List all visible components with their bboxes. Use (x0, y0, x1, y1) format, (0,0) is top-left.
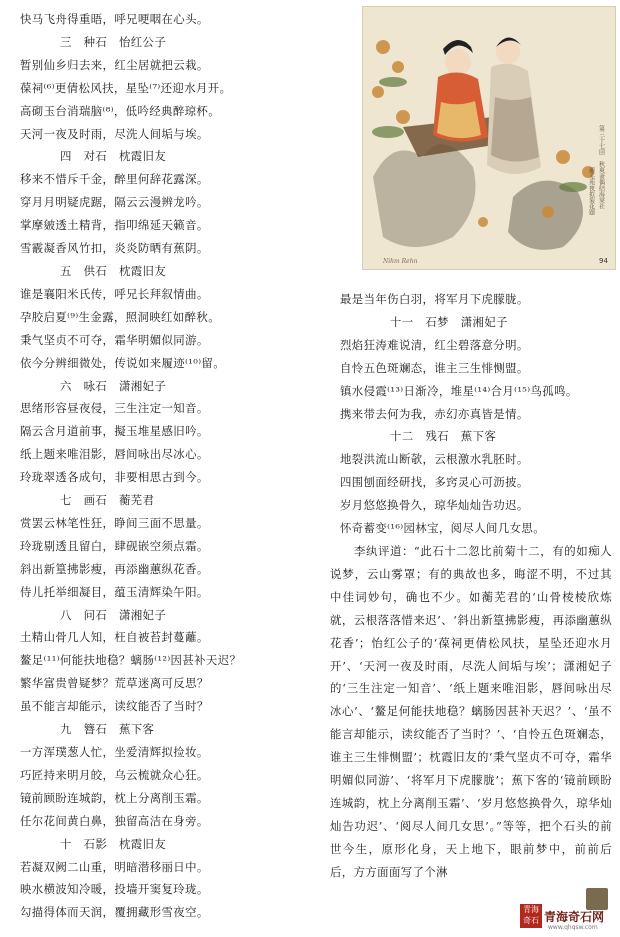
verse-line: 思绪形容昼夜侵，三生注定一知音。 (20, 401, 209, 416)
verse-line: 任尔花间黄白鼻，独留高洁在身旁。 (20, 813, 209, 828)
verse-line: 四围刨面经研找，多窍灵心可沥披。 (340, 475, 529, 490)
verse-line: 玲珑剔透且留白，肆砚嵌空须点霜。 (20, 538, 209, 553)
verse-line: 天河一夜及时雨，尽洗人间垢与埃。 (20, 126, 209, 141)
verse-line: 地裂洪流山断欹，云根激水乳胚时。 (340, 452, 529, 467)
verse-line: 侍儿托举细凝目，蕴玉清辉染午阳。 (20, 584, 209, 599)
verse-line: 最是当年伤白羽，将军月下虎朦胧。 (340, 292, 529, 306)
poem-heading: 八 问石 潇湘妃子 (60, 607, 167, 622)
verse-line: 雪霰凝香风竹扣，炎炎防晒有蕉阴。 (20, 241, 209, 256)
verse-line: 纸上题来唯泪影，唇间咏出尽冰心。 (20, 447, 209, 462)
verse-line: 怀奇蓄变⁽¹⁶⁾园林宝，阅尽人间几女思。 (340, 521, 545, 536)
caption-2: 蘅芜苑夜拟菊花题 (587, 167, 595, 215)
poem-heading: 十 石影 枕霞旧友 (60, 836, 167, 851)
seal-stamp: 青海奇石 (520, 904, 542, 928)
poem-heading: 五 供石 枕霞旧友 (60, 263, 167, 278)
illustration (362, 6, 616, 270)
caption-1: 第三十七回 秋爽斋偶结海棠社 (597, 125, 605, 209)
site-domain: www.qhqsw.com (548, 924, 598, 931)
poem-heading: 六 咏石 潇湘妃子 (60, 378, 167, 393)
verse-line: 孕胶启夏⁽⁹⁾生金露，照洞映红如醉秋。 (20, 309, 221, 324)
verse-line: 映水横波知冷暖，投墙开窦复玲珑。 (20, 882, 209, 897)
verse-line: 赏罢云林笔性狂，睁间三面不思量。 (20, 515, 209, 530)
verse-line: 高砌玉台消瑞脑⁽⁸⁾，低吟经典醉琼杯。 (20, 103, 221, 118)
poem-heading: 十二 残石 蕉下客 (390, 429, 497, 444)
verse-line: 虽不能言却能示，读纹能否了当时？ (20, 699, 209, 714)
verse-line: 依今分辨细微处，传说如来履迹⁽¹⁰⁾留。 (20, 355, 225, 370)
commentary-paragraph: 李纨评道：“此石十二忽比前菊十二，有的如痴人说梦，云山雾罩；有的典故也多，晦涩不明，不过其中佳词妙句，确也不少。如蘅芜君的‘山骨棱棱欣炼就，云根落落惜来迟’、‘斜出新篁拂影瘦，再添幽蕙纵花香’；怡红公子的‘葆祠更倩松风扶，星坠还迎水月开’、‘天河一夜及时雨，尽洗人间垢与埃’；潇湘妃子的‘三生注定一知音’、‘纸上题来唯泪影，唇间咏出尽冰心’、‘鳌足何能扶地稳？螭肠因甚补天迟？’、‘虽不能言却能示，读纹能否了当时？’、‘自怜五色斑斓态，谁主三生悱恻盟’；枕霞旧友的‘秉气坚贞不可夺，霜华明媚似同游’、‘将军月下虎朦胧’；蕉下客的‘镜前顾盼连城韵，枕上分离削玉霜’、‘岁月悠悠换骨久，琼华灿灿告功迟’、‘阅尽人间几女思’。”等等，把个石头的前世今生，原形化身，天上地下，眼前梦中，前前后后，方方面面写了个淋 (330, 543, 612, 879)
verse-line: 移来不惜斥千金，醉里何辞花露深。 (20, 172, 209, 187)
left-column (20, 8, 320, 924)
verse-line: 镇水侵霞⁽¹³⁾日渐冷，堆星⁽¹⁴⁾合月⁽¹⁵⁾鸟孤鸣。 (340, 383, 578, 398)
verse-line: 巧匠持来明月皎，乌云梳就众心狂。 (20, 767, 209, 782)
verse-line: 快马飞舟得重晤，呼兄哽咽在心头。 (20, 12, 209, 26)
poem-heading: 四 对石 枕霞旧友 (60, 149, 167, 164)
painter-signature: Nihm Rehn (383, 258, 418, 265)
site-name: 青海奇石网 (544, 910, 605, 924)
verse-line: 镜前顾盼连城韵，枕上分离削玉霜。 (20, 790, 209, 805)
painting-two-ladies (363, 7, 615, 269)
verse-line: 斜出新篁拂影瘦，再添幽蕙纵花香。 (20, 561, 209, 576)
verse-line: 掌摩皴透土精背，指叩绵延天籁音。 (20, 218, 209, 233)
verse-line: 谁是襄阳米氏传，呼兄长拜叙情曲。 (20, 286, 209, 301)
verse-line: 玲珑翠透各成句，非要相思古到今。 (20, 470, 209, 485)
verse-line: 勾描得体而天润，覆拥藏形雪夜空。 (20, 905, 209, 920)
verse-line: 烈焰狂涛难说清，红尘碧落意分明。 (340, 337, 529, 352)
verse-line: 隔云含月道前事，擬玉堆星感旧吟。 (20, 424, 209, 439)
poem-heading: 七 画石 蘅芜君 (60, 493, 155, 508)
verse-line: 暂别仙乡归去来，红尘居就把云栽。 (20, 57, 209, 72)
verse-line: 若凝双阙二山重，明暗潜移丽日中。 (20, 859, 209, 874)
verse-line: 一方浑璞葱人忙，坐爱清辉拟捡妆。 (20, 745, 209, 759)
verse-line: 携来带去何为我，赤幻亦真皆是情。 (340, 406, 529, 421)
verse-line: 自怜五色斑斓态，谁主三生悱恻盟。 (340, 360, 529, 375)
corner-seal-icon (586, 888, 608, 910)
verse-line: 葆祠⁽⁶⁾更倩松风扶，星坠⁽⁷⁾还迎水月开。 (20, 80, 232, 95)
verse-line: 秉气坚贞不可夺，霜华明媚似同游。 (20, 332, 209, 347)
verse-line: 穿月月明疑虎踞，隔云云漫辨龙吟。 (20, 195, 209, 210)
right-column (330, 288, 612, 884)
verse-line: 繁华富贵曾疑梦？荒草迷离可反思？ (20, 676, 209, 691)
poem-heading: 九 簪石 蕉下客 (60, 722, 155, 737)
verse-line: 岁月悠悠换骨久，琼华灿灿告功迟。 (340, 498, 529, 513)
verse-line: 鳌足⁽¹¹⁾何能扶地稳？螭肠⁽¹²⁾因甚补天迟？ (20, 653, 242, 668)
poem-heading: 三 种石 怡红公子 (60, 34, 167, 49)
poem-heading: 十一 石梦 潇湘妃子 (390, 314, 508, 329)
verse-line: 土精山骨几人知，枉自被苔封蔓蘺。 (20, 630, 209, 645)
page-mark: 94 (599, 257, 608, 265)
